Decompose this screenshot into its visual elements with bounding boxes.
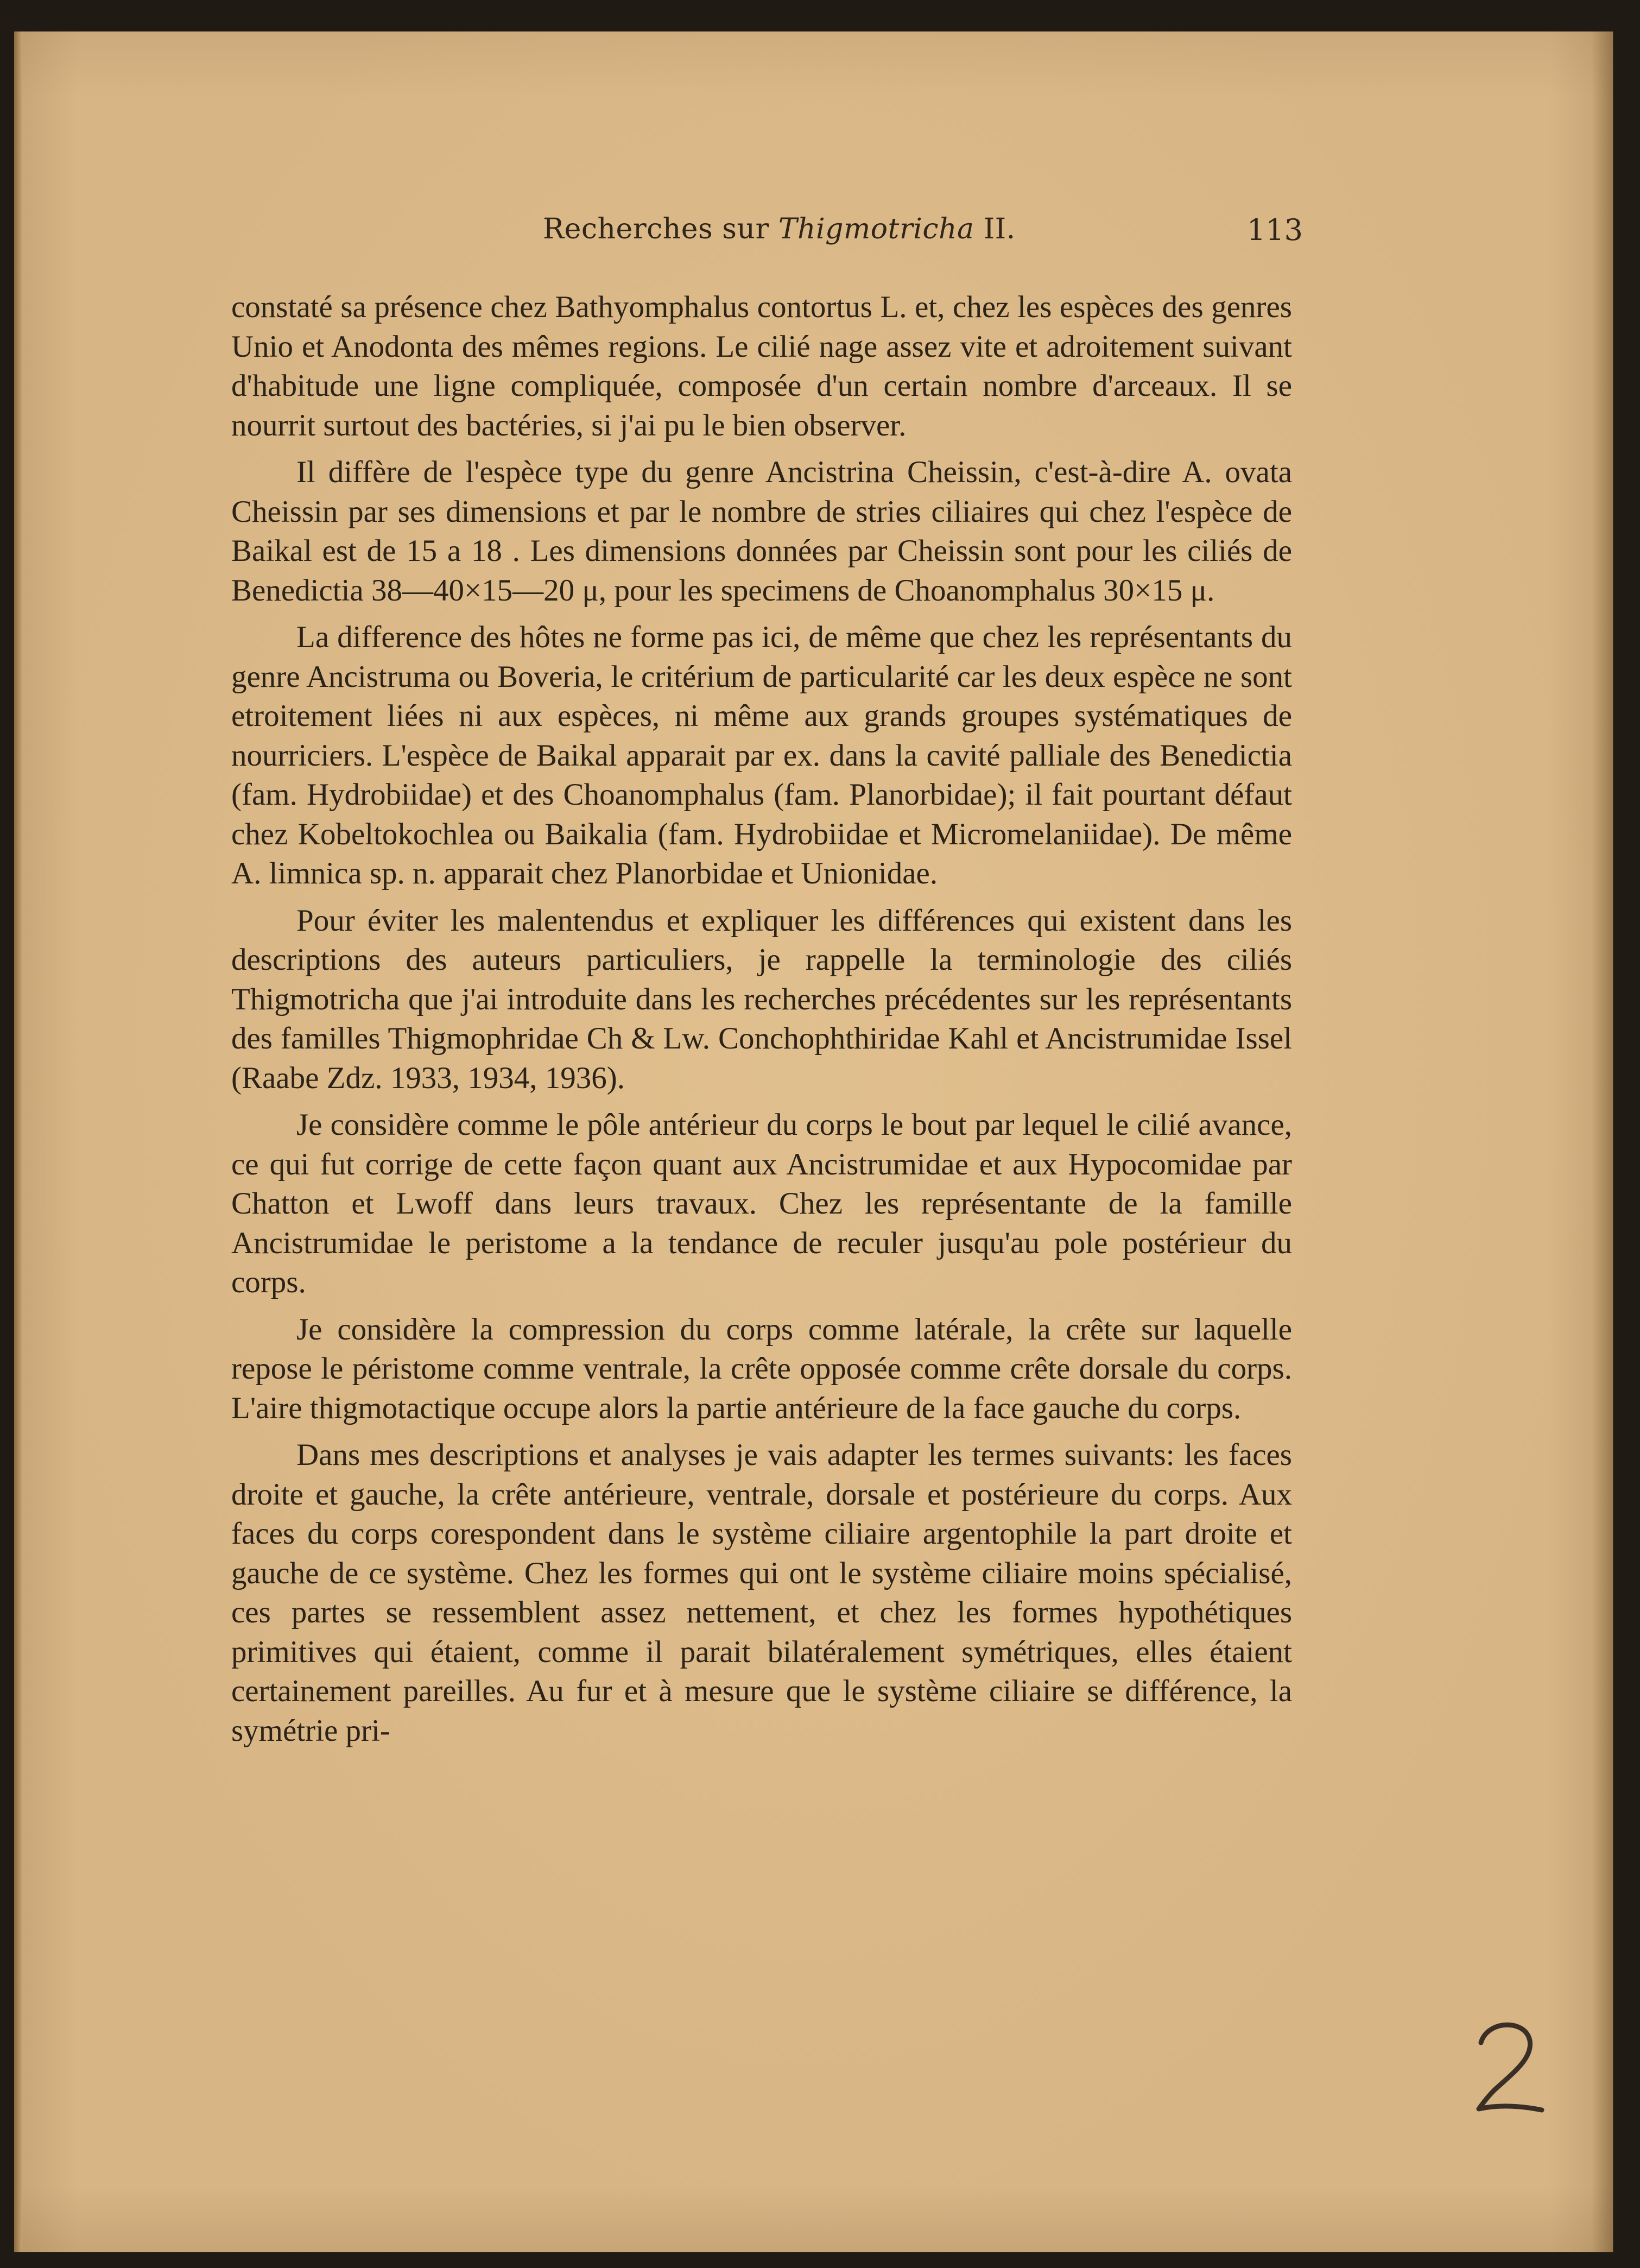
running-title: [543, 213, 1016, 245]
handwritten-two-glyph: [1466, 2009, 1553, 2118]
paragraph-2: Il diffère de l'espèce type du genre Ancistrina Cheissin, c'est-à-dire A. ovata Cheissin par ses dimensions et par le nombre de stries ciliaires qui chez l'espèce de Baikal est de 15 a 18 . Les dimensions données par Cheissin sont pour les ciliés de Benedictia 38—40×15—20 μ, pour les specimens de Choanomphalus 30×15 μ.: [231, 455, 1292, 608]
page-right-edge: [1592, 31, 1613, 2252]
handwritten-page-mark: [1466, 2009, 1553, 2118]
paragraph-3: La difference des hôtes ne forme pas ici, de même que chez les représentants du genre Ancistruma ou Boveria, le critérium de particularité car les deux espèce ne sont etroitement liées ni aux espèces, ni même aux grands groupes systématiques de nourriciers. L'espèce de Baikal apparait par ex. dans la cavité palliale des Benedictia (fam. Hydrobiidae) et des Choanomphalus (fam. Planorbidae); il fait pourtant défaut chez Kobeltokochlea ou Baikalia (fam. Hydrobiidae et Micromelaniidae). De même A. limnica sp. n. apparait chez Planorbidae et Unionidae.: [231, 620, 1292, 890]
running-title-prefix: Recherches sur: [543, 213, 778, 245]
paragraph-1: constaté sa présence chez Bathyomphalus contortus L. et, chez les espèces des genres Unio et Anodonta des mêmes regions. Le cilié nage assez vite et adroitement suivant d'habitude une ligne compliquée, composée d'un certain nombre d'arceaux. Il se nourrit surtout des bactéries, si j'ai pu le bien observer.: [231, 290, 1292, 443]
running-title-italic: Thigmotricha: [778, 213, 974, 245]
running-header: [543, 213, 1303, 262]
running-title-suffix: II.: [974, 213, 1016, 245]
paragraph-4: Pour éviter les malentendus et expliquer les différences qui existent dans les descriptions des auteurs particuliers, je rappelle la terminologie des ciliés Thigmotricha que j'ai introduite dans les recherches précédentes sur les représentants des familles Thigmophridae Ch & Lw. Conchophthiridae Kahl et Ancistrumidae Issel (Raabe Zdz. 1933, 1934, 1936).: [231, 903, 1292, 1095]
paragraph-5: Je considère comme le pôle antérieur du corps le bout par lequel le cilié avance, ce qui fut corrige de cette façon quant aux Ancistrumidae et aux Hypocomidae par Chatton et Lwoff dans leurs travaux. Chez les représentante de la famille Ancistrumidae le peristome a la tendance de reculer jusqu'au pole postérieur du corps.: [231, 1108, 1292, 1299]
page-number: 113: [1246, 213, 1303, 247]
paragraph-6: Je considère la compression du corps comme latérale, la crête sur laquelle repose le péristome comme ventrale, la crête opposée comme crête dorsale du corps. L'aire thigmotactique occupe alors la partie antérieure de la face gauche du corps.: [231, 1312, 1292, 1425]
page-spine-edge: [14, 31, 22, 2252]
body-text: [231, 288, 1292, 1758]
paragraph-7: Dans mes descriptions et analyses je vais adapter les termes suivants: les faces droite et gauche, la crête antérieure, ventrale, dorsale et postérieure du corps. Aux faces du corps corespondent dans le système ciliaire argentophile la part droite et gauche de ce système. Chez les formes qui ont le système ciliaire moins spécialisé, ces partes se ressemblent assez nettement, et chez les formes hypothétiques primitives qui étaient, comme il parait bilatéralement symétriques, elles étaient certainement pareilles. Au fur et à mesure que le système ciliaire se différence, la symétrie pri-: [231, 1438, 1292, 1748]
